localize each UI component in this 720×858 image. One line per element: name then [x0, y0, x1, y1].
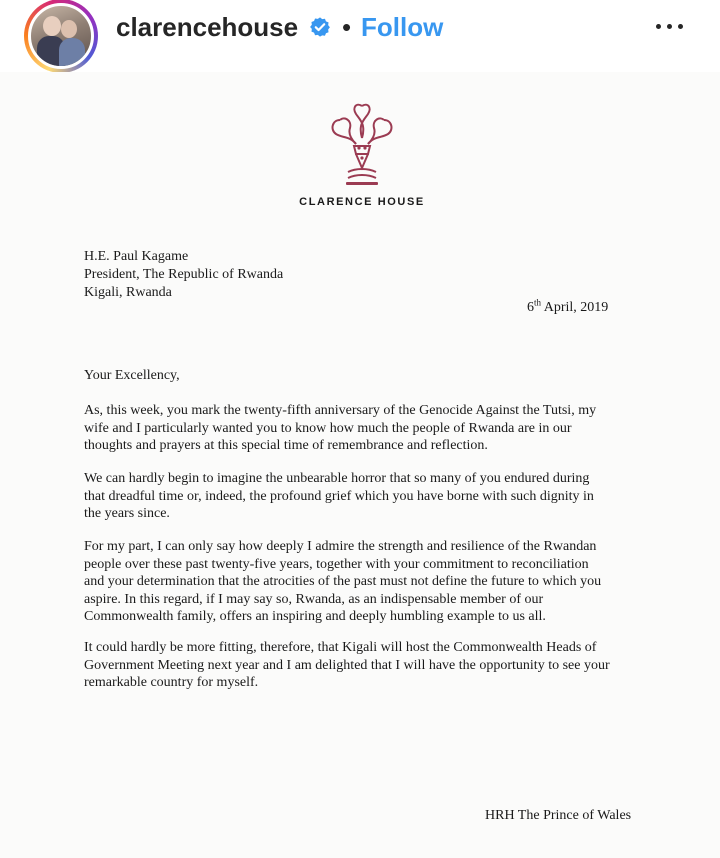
paragraph-line: the years since.	[84, 506, 170, 521]
letter-date	[527, 299, 608, 317]
paragraph-line: Commonwealth family, offers an inspiring and deeply humbling example to us all.	[84, 609, 546, 624]
date-rest: April, 2019	[541, 300, 609, 315]
paragraph-line: people over these past twenty-five years, together with your commitment to reconciliation	[84, 556, 589, 572]
paragraph-line: remarkable country for myself.	[84, 675, 259, 690]
signature: HRH The Prince of Wales	[485, 808, 632, 823]
avatar[interactable]	[28, 3, 94, 69]
paragraph	[84, 538, 664, 626]
paragraph-line: Government Meeting next year and I am delighted that I will have the opportunity to see your	[84, 657, 610, 673]
address-line: H.E. Paul Kagame	[84, 249, 189, 264]
paragraph-line: and your determination that the atrocities of the past must not define the future to which you	[84, 574, 602, 589]
follow-button[interactable]: Follow	[361, 12, 444, 42]
post-image[interactable]	[0, 72, 720, 858]
paragraph-line: thoughts and prayers at this special time of remembrance and reflection.	[84, 438, 488, 453]
date-suffix: th	[534, 297, 542, 308]
paragraph	[84, 470, 664, 523]
date-day: 6	[527, 300, 534, 315]
paragraph-line: It could hardly be more fitting, therefore, that Kigali will host the Commonwealth Heads of	[84, 640, 597, 655]
address-line: Kigali, Rwanda	[84, 285, 172, 300]
paragraph-line: that dreadful time or, indeed, the profound grief which you have borne with such dignity in	[84, 488, 594, 504]
paragraph-line: For my part, I can only say how deeply I admire the strength and resilience of the Rwandan	[84, 539, 597, 554]
paragraph-line: aspire. In this regard, if I may say so, Rwanda, as an indispensable member of our	[84, 591, 544, 607]
paragraph-line: We can hardly begin to imagine the unbearable horror that so many of you endured during	[84, 471, 590, 486]
separator-dot: •	[342, 12, 352, 42]
paragraph-line: wife and I particularly wanted you to know how much the people of Rwanda are in our	[84, 420, 572, 436]
more-options-icon[interactable]	[652, 16, 688, 38]
recipient-address	[84, 248, 283, 302]
prince-of-wales-feathers-icon	[326, 98, 398, 198]
paragraph	[84, 639, 664, 692]
salutation: Your Excellency,	[84, 368, 180, 383]
address-line: President, The Republic of Rwanda	[84, 267, 284, 282]
story-ring[interactable]	[24, 0, 98, 73]
paragraph-line: As, this week, you mark the twenty-fifth anniversary of the Genocide Against the Tutsi, my	[84, 403, 597, 418]
letter-document	[0, 72, 720, 858]
letterhead: CLARENCE HOUSE	[299, 196, 425, 208]
verified-badge-icon	[309, 16, 331, 38]
paragraph	[84, 402, 664, 455]
post-header	[0, 0, 720, 66]
username-link[interactable]: clarencehouse	[116, 12, 299, 42]
